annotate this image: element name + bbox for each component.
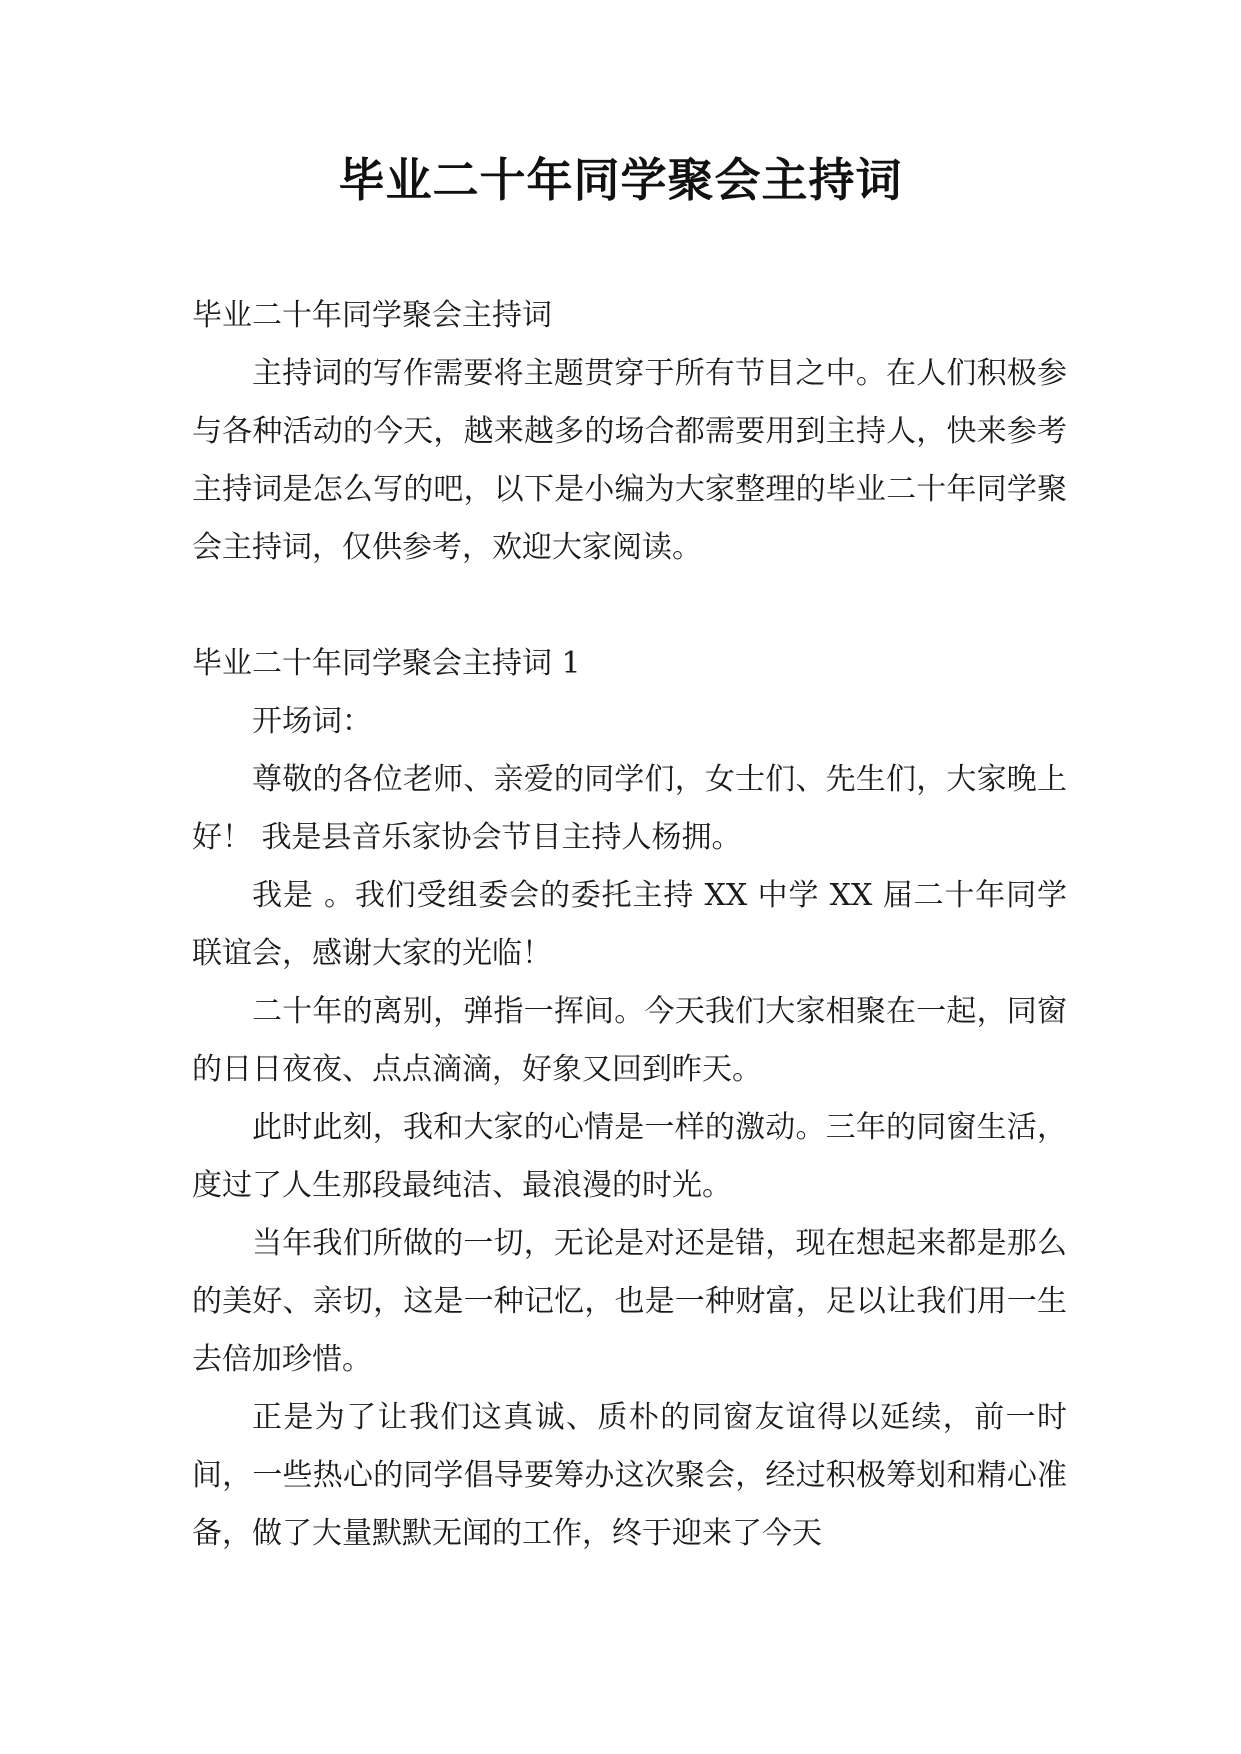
intro-paragraph: 主持词的写作需要将主题贯穿于所有节目之中。在人们积极参与各种活动的今天，越来越多的场合都需要用到主持人，快来参考主持词是怎么写的吧，以下是小编为大家整理的毕业二十年同学聚会主持词，仅供参考，欢迎大家阅读。	[192, 356, 1067, 565]
paragraph: 二十年的离别，弹指一挥间。今天我们大家相聚在一起，同窗的日日夜夜、点点滴滴，好象又回到昨天。	[192, 994, 1067, 1087]
paragraph: 我是 。我们受组委会的委托主持 XX 中学 XX 届二十年同学联谊会，感谢大家的光临！	[192, 878, 1067, 971]
paragraph-opening-label: 开场词：	[252, 704, 372, 739]
paragraph: 正是为了让我们这真诚、质朴的同窗友谊得以延续，前一时间，一些热心的同学倡导要筹办这次聚会，经过积极筹划和精心准备，做了大量默默无闻的工作，终于迎来了今天	[192, 1400, 1067, 1551]
paragraph: 此时此刻，我和大家的心情是一样的激动。三年的同窗生活，度过了人生那段最纯洁、最浪漫的时光。	[192, 1110, 1067, 1203]
section-spacer	[192, 577, 1067, 635]
intro-heading: 毕业二十年同学聚会主持词	[192, 298, 552, 333]
document-title: 毕业二十年同学聚会主持词	[338, 153, 903, 207]
paragraph: 尊敬的各位老师、亲爱的同学们，女士们、先生们，大家晚上好！ 我是县音乐家协会节目主持人杨拥。	[192, 762, 1067, 855]
document-body	[192, 287, 1067, 1563]
section-1-heading: 毕业二十年同学聚会主持词 1	[192, 646, 581, 681]
paragraph: 当年我们所做的一切，无论是对还是错，现在想起来都是那么的美好、亲切，这是一种记忆，也是一种财富，足以让我们用一生去倍加珍惜。	[192, 1226, 1067, 1377]
